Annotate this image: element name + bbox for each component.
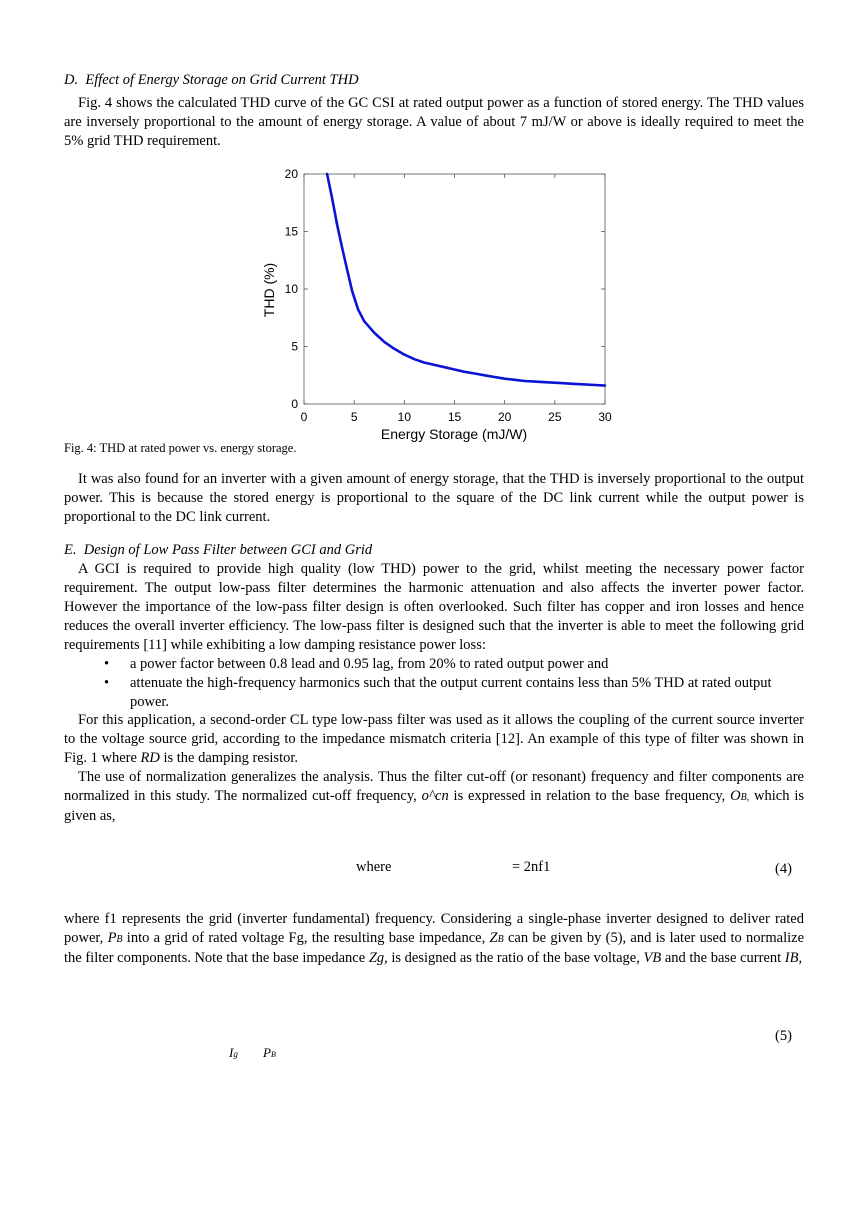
text-run: which is given as,	[64, 788, 804, 824]
list-item-text: a power factor between 0.8 lead and 0.95 lag, from 20% to rated output power and	[130, 656, 609, 672]
text-run: ,	[798, 950, 803, 966]
grid-impedance-symbol: Zg,	[368, 950, 388, 966]
text-run: where f1 represents the grid (inverter fundamental) frequency. Considering a single-phase inverter designed to deliver rated power,	[64, 911, 804, 946]
symbol-main: P	[107, 930, 117, 946]
base-frequency-symbol	[730, 788, 749, 804]
equation-4-where: where	[356, 859, 392, 875]
x-tick-label: 0	[300, 410, 308, 424]
text-run: can be given by (5), and is later used to normalize the filter components. Note that the base impedance	[64, 930, 805, 966]
symbol-subscript: B	[497, 934, 504, 945]
requirements-list	[64, 655, 804, 712]
x-tick-label: 25	[548, 410, 562, 424]
section-e-paragraph-2	[64, 711, 804, 768]
damping-resistor-symbol: RD	[140, 750, 160, 766]
x-tick-label: 5	[350, 410, 358, 424]
symbol-subscript: g	[233, 1049, 238, 1059]
symbol-main: I	[229, 1045, 234, 1060]
list-item-text: attenuate the high-frequency harmonics such that the output current contains less than 5% THD at rated output power.	[130, 675, 772, 710]
base-impedance-symbol	[490, 930, 504, 946]
section-e-paragraph-1: A GCI is required to provide high quality (low THD) power to the grid, whilst meeting the necessary power factor requirement. The output low-pass filter determines the harmonic attenuation and also affects the inverter power factor. However the importance of the low-pass filter design is often overlooked. Such filter has copper and iron losses and hence reduces the overall inverter efficiency. The low-pass filter is designed such that the inverter is able to meet the following grid requirements [11] while exhibiting a low damping resistance power loss:	[64, 561, 804, 653]
thd-curve-line	[327, 174, 605, 386]
figure-caption: Fig. 4: THD at rated power vs. energy storage.	[64, 441, 297, 455]
text-run: and the base current	[661, 950, 785, 966]
section-d-heading: D. Effect of Energy Storage on Grid Current THD	[64, 72, 359, 88]
equation-5-grid-current-symbol	[229, 1045, 238, 1061]
bullet-marker: •	[104, 656, 110, 672]
list-item	[64, 674, 804, 712]
x-tick-label: 15	[447, 410, 462, 424]
chart-y-axis-label: THD (%)	[261, 262, 277, 318]
paragraph-after-figure: It was also found for an inverter with a given amount of energy storage, that the THD is inversely proportional to the output power. This is because the stored energy is proportional to the square of the DC link current while the output power is proportional to the DC link current.	[64, 471, 804, 525]
text-run: is the damping resistor.	[159, 750, 298, 766]
symbol-main: P	[263, 1045, 271, 1060]
symbol-main: O	[730, 788, 741, 804]
text-run: The use of normalization generalizes the analysis. Thus the filter cut-off (or resonant) frequency and filter components are normalized in this study. The normalized cut-off frequency,	[64, 769, 804, 804]
y-tick-label: 20	[284, 167, 298, 181]
base-current-symbol: IB	[784, 950, 799, 966]
bullet-marker: •	[104, 675, 110, 691]
equation-4-expression: = 2nf1	[512, 859, 551, 875]
y-tick-label: 15	[284, 224, 298, 239]
y-tick-label: 0	[291, 397, 298, 411]
text-run: into a grid of rated voltage Fg, the resulting base impedance,	[122, 930, 490, 946]
symbol-main: Z	[489, 930, 498, 946]
x-tick-label: 20	[497, 410, 512, 424]
text-run: For this application, a second-order CL type low-pass filter was used as it allows the coupling of the current source inverter to the voltage source grid, according to the impedance mismatch criteria [12]. An example of this type of filter was shown in Fig. 1 where	[64, 712, 804, 766]
thd-chart	[250, 160, 620, 450]
equation-5-number: (5)	[775, 1028, 792, 1044]
x-tick-label: 30	[598, 410, 612, 424]
y-tick-label: 10	[284, 282, 298, 296]
symbol-subscript: B	[116, 934, 123, 945]
paragraph-base-impedance	[64, 910, 804, 968]
rated-power-symbol	[108, 930, 123, 946]
text-run: is designed as the ratio of the base voltage,	[387, 950, 644, 966]
text-run: is expressed in relation to the base frequency,	[448, 788, 731, 804]
symbol-subscript: B	[270, 1050, 276, 1059]
x-tick-label: 10	[397, 410, 412, 424]
section-e-paragraph-3	[64, 768, 804, 826]
section-d-paragraph: Fig. 4 shows the calculated THD curve of the GC CSI at rated output power as a function of stored energy. The THD values are inversely proportional to the amount of energy storage. A value of about 7 mJ/W or above is ideally required to meet the 5% grid THD requirement.	[64, 95, 804, 149]
equation-4-number: (4)	[775, 861, 792, 877]
chart-x-axis-label: Energy Storage (mJ/W)	[380, 426, 528, 442]
section-e-heading: E. Design of Low Pass Filter between GCI and Grid	[64, 542, 373, 558]
chart-series	[327, 174, 605, 386]
base-voltage-symbol: VB	[643, 950, 662, 966]
normalized-cutoff-symbol: o^cn	[421, 788, 449, 804]
list-item	[64, 655, 804, 674]
equation-5-base-power-symbol	[263, 1045, 276, 1061]
symbol-subscript: B,	[740, 792, 750, 803]
y-tick-label: 5	[291, 339, 298, 354]
